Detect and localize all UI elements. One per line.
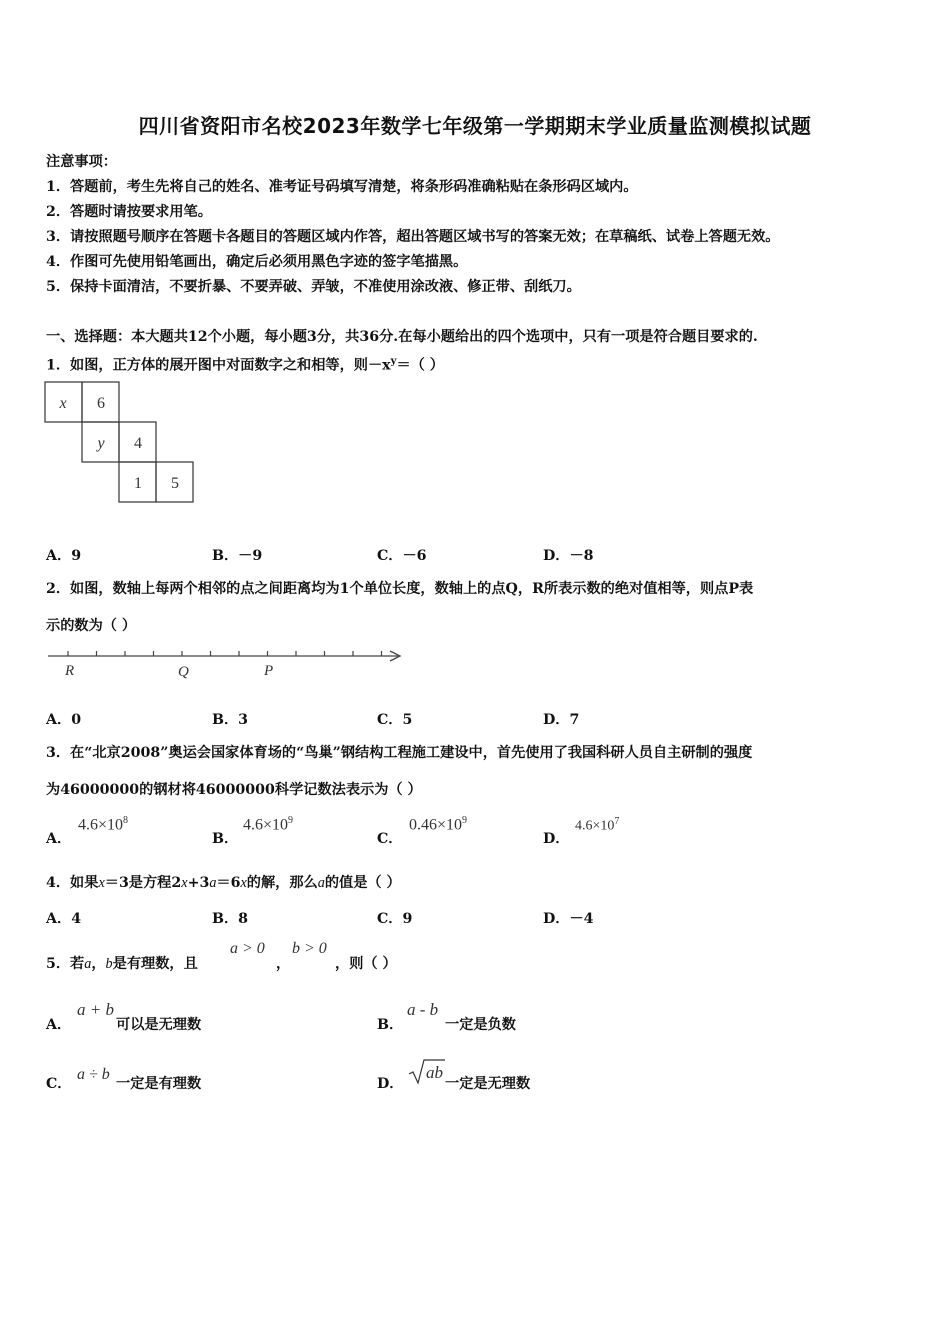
net-cell-x: x xyxy=(59,395,67,412)
q5-option-a-text: 可以是无理数 xyxy=(116,1017,202,1033)
q5-option-a-formula: a + b xyxy=(77,1000,114,1019)
notice-heading: 注意事项： xyxy=(46,154,117,170)
q1-option-b: B．－9 xyxy=(212,548,263,564)
q5-option-c-formula: a ÷ b xyxy=(77,1066,110,1083)
notice-item: 4．作图可先使用铅笔画出，确定后必须用黑色字迹的签字笔描黑。 xyxy=(46,254,468,270)
notice-item: 1．答题前，考生先将自己的姓名、准考证号码填写清楚，将条形码准确粘贴在条形码区域内。 xyxy=(46,179,638,195)
net-cell-6: 6 xyxy=(97,395,105,412)
q4-option-d: D．－4 xyxy=(543,911,594,927)
notice-item: 3．请按照题号顺序在答题卡各题目的答题区域内作答，超出答题区域书写的答案无效；在草稿纸、试卷上答题无效。 xyxy=(46,229,780,245)
q1-option-a: A．9 xyxy=(46,548,82,564)
q1-option-d: D．－8 xyxy=(543,548,594,564)
q3-option-a-formula: $4.6\times 10^8$ xyxy=(78,815,129,834)
q5-option-a-label: A． xyxy=(46,1017,72,1033)
point-label-q: Q xyxy=(178,664,189,680)
q5-option-b-label: B． xyxy=(377,1017,404,1033)
q3-option-c-formula: $0.46\times 10^9$ xyxy=(409,815,468,834)
q4-option-b: B．8 xyxy=(212,911,249,927)
question-3-cont: 为46000000的钢材将46000000科学记数法表示为（ ） xyxy=(46,782,422,798)
q5-text-end: ，则（ ） xyxy=(335,956,397,972)
q3-option-b-formula: $4.6\times 10^9$ xyxy=(243,815,294,834)
q5-option-d-label: D． xyxy=(377,1076,404,1092)
question-5: 5．若a，b是有理数，且 xyxy=(46,956,198,972)
q5-option-d-text: 一定是无理数 xyxy=(445,1076,531,1092)
q1-text: 1．如图，正方体的展开图中对面数字之和相等，则－x xyxy=(46,357,391,374)
q5-option-b-formula: a - b xyxy=(407,1000,439,1019)
question-3: 3．在“北京2008”奥运会国家体育场的“鸟巢”钢结构工程施工建设中，首先使用了我国科研人员自主研制的强度 xyxy=(46,745,753,761)
question-1 xyxy=(46,352,444,376)
q2-option-d: D．7 xyxy=(543,712,580,728)
q3-option-d-label: D． xyxy=(543,831,570,847)
q5-option-d-formula: ab xyxy=(426,1063,443,1082)
question-2: 2．如图，数轴上每两个相邻的点之间距离均为1个单位长度，数轴上的点Q，R所表示数的绝对值相等，则点P表 xyxy=(46,581,754,597)
q3-option-c-label: C． xyxy=(377,831,403,847)
notice-item: 5．保持卡面清洁，不要折暴、不要弄破、弄皱，不准使用涂改液、修正带、刮纸刀。 xyxy=(46,279,581,295)
q4-option-a: A．4 xyxy=(46,911,82,927)
net-cell-5: 5 xyxy=(171,475,179,492)
notice-item: 2．答题时请按要求用笔。 xyxy=(46,204,212,220)
q5-option-c-label: C． xyxy=(46,1076,72,1092)
q1-text-end: ＝（ ） xyxy=(396,357,444,374)
point-label-p: P xyxy=(264,663,274,679)
q1-option-c: C．－6 xyxy=(377,548,427,564)
q2-option-a: A．0 xyxy=(46,712,82,728)
point-label-r: R xyxy=(65,663,75,679)
q5-option-b-text: 一定是负数 xyxy=(445,1017,516,1033)
q4-option-c: C．9 xyxy=(377,911,413,927)
question-4: 4．如果x＝3是方程2x+3a＝6x的解，那么a的值是（ ） xyxy=(46,875,401,891)
q2-option-c: C．5 xyxy=(377,712,413,728)
sqrt-sign-icon xyxy=(408,1058,446,1086)
section-heading: 一、选择题：本大题共12个小题，每小题3分，共36分.在每小题给出的四个选项中，只有一项是符合题目要求的. xyxy=(46,329,758,345)
q5-condition-b: b > 0 xyxy=(292,940,327,957)
q3-option-a-label: A． xyxy=(46,831,72,847)
cube-net-figure xyxy=(44,381,196,507)
q3-option-b-label: B． xyxy=(212,831,239,847)
q5-separator: ， xyxy=(276,956,291,972)
q5-option-c-text: 一定是有理数 xyxy=(116,1076,202,1092)
q3-option-d-formula: $4.6\times 10^7$ xyxy=(575,816,620,834)
q5-condition-a: a > 0 xyxy=(230,940,265,957)
net-cell-y: y xyxy=(97,435,105,452)
q2-option-b: B．3 xyxy=(212,712,249,728)
net-cell-1: 1 xyxy=(134,475,142,492)
net-cell-4: 4 xyxy=(134,435,142,452)
number-line-figure xyxy=(44,646,408,684)
question-2-cont: 示的数为（ ） xyxy=(46,618,137,634)
q1-exponent: y xyxy=(390,356,397,367)
page-title: 四川省资阳市名校2023年数学七年级第一学期期末学业质量监测模拟试题 xyxy=(138,114,812,138)
